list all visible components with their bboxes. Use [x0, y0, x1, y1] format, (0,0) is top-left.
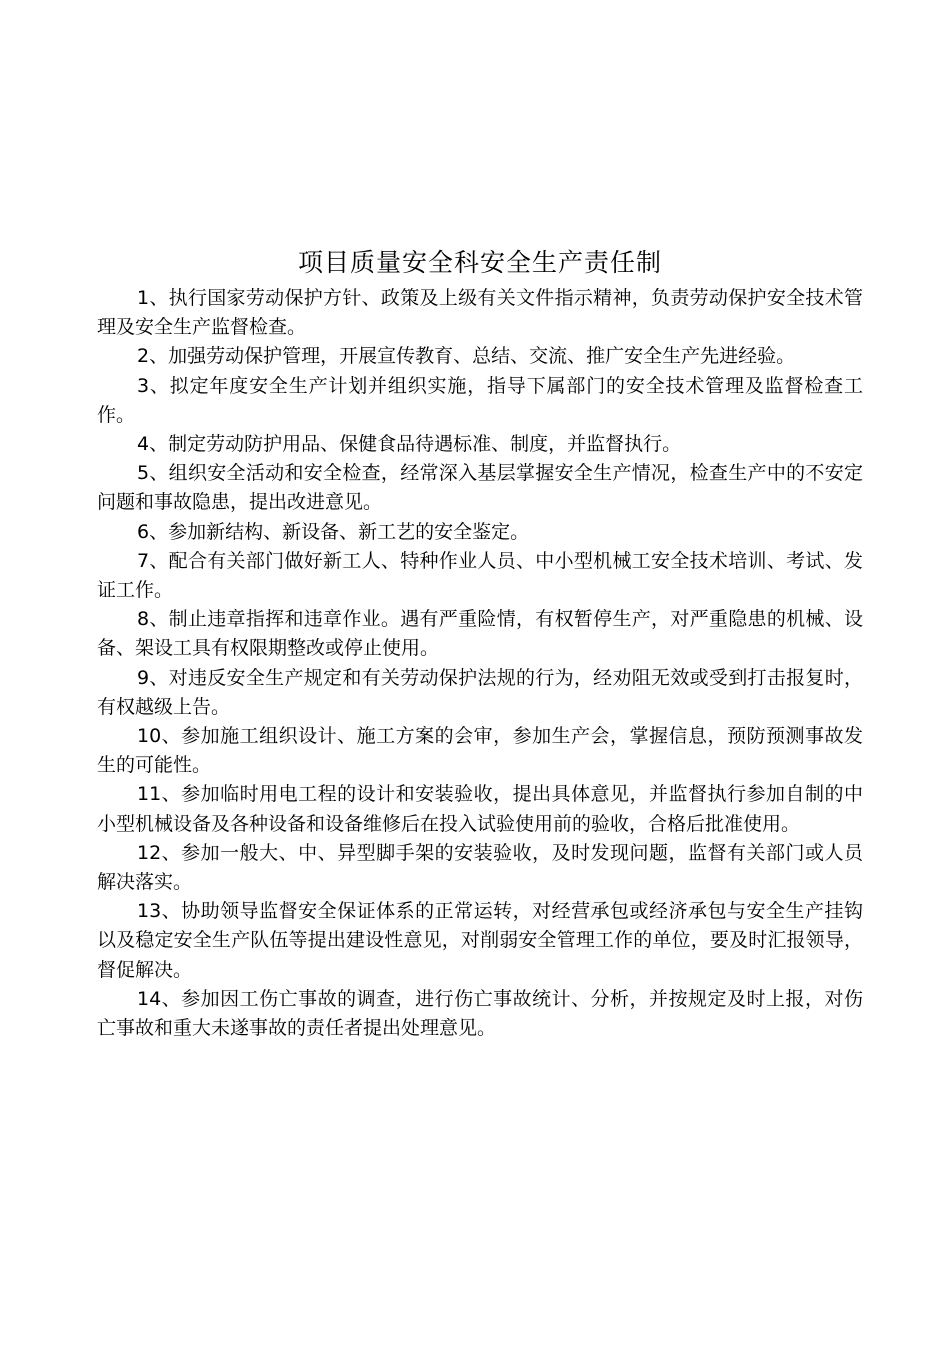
responsibility-item-2: 2、加强劳动保护管理，开展宣传教育、总结、交流、推广安全生产先进经验。: [137, 345, 796, 368]
responsibility-item-4: 4、制定劳动防护用品、保健食品待遇标准、制度，并监督执行。: [137, 433, 682, 456]
document-title: 项目质量安全科安全生产责任制: [297, 248, 662, 277]
responsibility-item-14: 14、参加因工伤亡事故的调查，进行伤亡事故统计、分析，并按规定及时上报，对伤亡事故和重大未遂事故的责任者提出处理意见。: [97, 987, 863, 1040]
responsibility-item-6: 6、参加新结构、新设备、新工艺的安全鉴定。: [137, 520, 530, 543]
responsibility-item-10: 10、参加施工组织设计、施工方案的会审，参加生产会，掌握信息，预防预测事故发生的可能性。: [97, 725, 863, 777]
responsibility-item-12: 12、参加一般大、中、异型脚手架的安装验收，及时发现问题，监督有关部门或人员解决落实。: [97, 841, 863, 894]
responsibility-item-1: 1、执行国家劳动保护方针、政策及上级有关文件指示精神，负责劳动保护安全技术管理及安全生产监督检查。: [97, 287, 863, 339]
responsibility-list: [97, 284, 863, 1043]
responsibility-item-3: 3、拟定年度安全生产计划并组织实施，指导下属部门的安全技术管理及监督检查工作。: [97, 374, 863, 426]
document-page: [97, 246, 863, 1043]
responsibility-item-9: 9、对违反安全生产规定和有关劳动保护法规的行为，经劝阻无效或受到打击报复时，有权越级上告。: [97, 666, 863, 718]
responsibility-item-13: 13、协助领导监督安全保证体系的正常运转，对经营承包或经济承包与安全生产挂钩以及稳定安全生产队伍等提出建设性意见，对削弱安全管理工作的单位，要及时汇报领导，督促解决。: [97, 900, 863, 981]
responsibility-item-5: 5、组织安全活动和安全检查，经常深入基层掌握安全生产情况，检查生产中的不安定问题和事故隐患，提出改进意见。: [97, 462, 863, 514]
responsibility-item-7: 7、配合有关部门做好新工人、特种作业人员、中小型机械工安全技术培训、考试、发证工作。: [97, 549, 863, 602]
responsibility-item-11: 11、参加临时用电工程的设计和安装验收，提出具体意见，并监督执行参加自制的中小型机械设备及各种设备和设备维修后在投入试验使用前的验收，合格后批准使用。: [97, 783, 863, 835]
responsibility-item-8: 8、制止违章指挥和违章作业。遇有严重险情，有权暂停生产，对严重隐患的机械、设备、架设工具有权限期整改或停止使用。: [97, 608, 863, 660]
